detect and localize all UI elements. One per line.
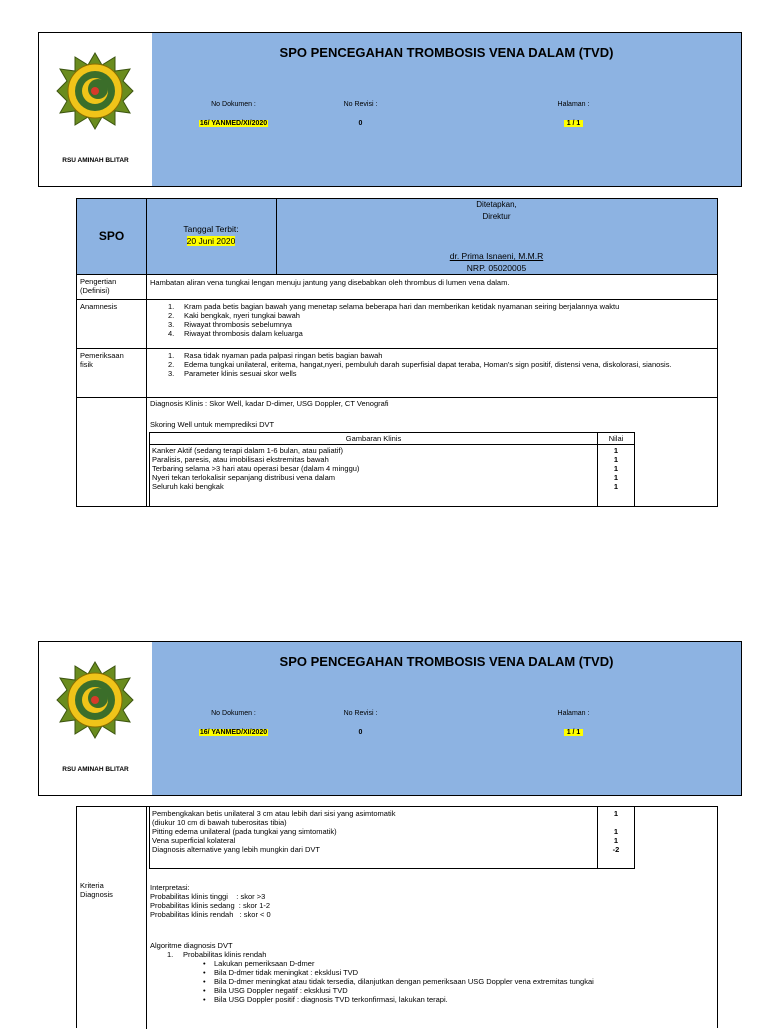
table-cell: 1: [613, 464, 619, 473]
table-cell: Vena superficial kolateral: [152, 836, 236, 845]
hospital-name: RSU AMINAH BLITAR: [62, 157, 129, 164]
halaman-cell: [406, 706, 741, 795]
table-head-klinis: Gambaran Klinis: [345, 434, 402, 443]
tanggal-value: 20 Juni 2020: [186, 236, 236, 246]
tanggal-label: Tanggal Terbit:: [183, 224, 239, 234]
anamnesis-list: [168, 302, 716, 338]
list-item: • Bila D-dmer meningkat atau tidak tersedia, dilanjutkan dengan pemeriksaan USG Doppler vena extremitas tungkai: [200, 977, 715, 986]
interpretasi-block: [150, 883, 710, 919]
halaman-label: Halaman :: [557, 101, 590, 108]
table-nilai-col: [598, 809, 634, 854]
list-item: 1. Kram pada betis bagian bawah yang menetap selama beberapa hari dan memberikan ketidak nyamanan seiring berjalannya waktu: [168, 302, 620, 311]
list-item: 1. Rasa tidak nyaman pada palpasi ringan betis bagian bawah: [168, 351, 383, 360]
algo-bullets: [200, 959, 715, 1004]
tanggal-cell: [146, 199, 277, 274]
table-head-nilai: Nilai: [608, 434, 624, 443]
table-cell: Paralisis, paresis, atau imobilisasi ekstremitas bawah: [152, 455, 329, 464]
score-table-1: [149, 432, 635, 506]
spo-label-cell: [77, 199, 147, 274]
hospital-logo-icon: [55, 51, 135, 131]
table-cell: Kanker Aktif (sedang terapi dalam 1-6 bulan, atau paliatif): [152, 446, 343, 455]
list-item: 2. Kaki bengkak, nyeri tungkai bawah: [168, 311, 300, 320]
no-dokumen-cell: [152, 706, 316, 795]
no-dokumen-label: No Dokumen :: [211, 101, 256, 108]
score-table-2: [149, 807, 635, 869]
table-nilai-col: [598, 446, 634, 491]
table-cell: Diagnosis alternative yang lebih mungkin dari DVT: [152, 845, 321, 854]
table-cell: 1: [613, 809, 619, 818]
diagnosis-klinis-text: Diagnosis Klinis : Skor Well, kadar D-dimer, USG Doppler, CT Venografi: [150, 399, 389, 408]
logo-cell: [39, 33, 153, 186]
skoring-title: Skoring Well untuk memprediksi DVT: [150, 420, 275, 429]
pemeriksaan-label: Pemeriksaan fisik: [80, 351, 124, 369]
anamnesis-label: Anamnesis: [80, 302, 118, 311]
algo-list: [167, 950, 707, 959]
list-item: • Bila USG Doppler positif : diagnosis TVD terkonfirmasi, lakukan terapi.: [200, 995, 715, 1004]
table-cell: Terbaring selama >3 hari atau operasi besar (dalam 4 minggu): [152, 464, 360, 473]
prob-rendah: Probabilitas klinis rendah : skor < 0: [150, 910, 271, 919]
spo-label: SPO: [98, 229, 125, 243]
pemeriksaan-list: [168, 351, 716, 378]
table-cell: 1: [613, 473, 619, 482]
no-revisi-label: No Revisi :: [343, 710, 378, 717]
halaman-label: Halaman :: [557, 710, 590, 717]
direktur-text: Direktur: [482, 212, 511, 221]
direktur-nrp: NRP. 05020005: [466, 263, 527, 273]
no-dokumen-value: 16/ YANMED/XI/2020: [199, 120, 268, 127]
logo-cell: [39, 642, 153, 795]
list-item: 2. Edema tungkai unilateral, eritema, hangat,nyeri, pembuluh darah superfisial dapat teraba, Homan's sign positif, distensi vena, diskolorasi, sianosis.: [168, 360, 672, 369]
content-table-1: [76, 275, 718, 507]
list-item: • Bila D-dmer tidak meningkat : eksklusi TVD: [200, 968, 715, 977]
pengertian-text: Hambatan aliran vena tungkai lengan menuju jantung yang disebabkan oleh thrombus di lumen vena dalam.: [150, 278, 510, 287]
algoritme-title: Algoritme diagnosis DVT: [150, 941, 233, 950]
list-item: • Lakukan pemeriksaan D-dmer: [200, 959, 715, 968]
interpretasi-title: Interpretasi:: [150, 883, 190, 892]
header-box-1: [38, 32, 742, 187]
prob-sedang: Probabilitas klinis sedang : skor 1-2: [150, 901, 271, 910]
table-cell: Nyeri tekan terlokalisir sepanjang distribusi vena dalam: [152, 473, 336, 482]
ditetapkan-cell: [276, 199, 717, 274]
list-item: 4. Riwayat thrombosis dalam keluarga: [168, 329, 303, 338]
hospital-name: RSU AMINAH BLITAR: [62, 766, 129, 773]
table-cell: Pembengkakan betis unilateral 3 cm atau lebih dari sisi yang asimtomatik: [152, 809, 396, 818]
table-cell: Pitting edema unilateral (pada tungkai yang simtomatik): [152, 827, 337, 836]
hospital-logo-icon: [55, 660, 135, 740]
document-title: SPO PENCEGAHAN TROMBOSIS VENA DALAM (TVD): [279, 45, 614, 60]
no-revisi-label: No Revisi :: [343, 101, 378, 108]
table-cell: 1: [613, 446, 619, 455]
spo-row: [76, 198, 718, 275]
list-item: 1. Probabilitas klinis rendah: [167, 950, 267, 959]
table-cell: (diukur 10 cm di bawah tuberositas tibia): [152, 818, 287, 827]
table-cell: -2: [612, 845, 620, 854]
title-cell: [152, 33, 741, 98]
no-dokumen-label: No Dokumen :: [211, 710, 256, 717]
table-cell: 1: [613, 455, 619, 464]
document-title: SPO PENCEGAHAN TROMBOSIS VENA DALAM (TVD): [279, 654, 614, 669]
table-cell: 1: [613, 836, 619, 845]
halaman-value: 1 / 1: [564, 120, 584, 127]
direktur-name: dr. Prima Isnaeni, M.M.R: [449, 251, 544, 261]
table-cell: 1: [613, 827, 619, 836]
title-cell: [152, 642, 741, 707]
header-box-2: [38, 641, 742, 796]
no-revisi-cell: [315, 706, 407, 795]
ditetapkan-text: Ditetapkan,: [476, 200, 517, 209]
no-revisi-cell: [315, 97, 407, 186]
halaman-cell: [406, 97, 741, 186]
no-revisi-value: 0: [358, 120, 363, 127]
table-cell: Seluruh kaki bengkak: [152, 482, 224, 491]
list-item: 3. Riwayat thrombosis sebelumnya: [168, 320, 292, 329]
table-row: [152, 446, 592, 491]
content-table-2: [76, 806, 718, 1028]
kriteria-label: Kriteria Diagnosis: [80, 881, 113, 899]
table-cell: 1: [613, 482, 619, 491]
pengertian-label: Pengertian (Definisi): [80, 277, 117, 295]
list-item: 3. Parameter klinis sesuai skor wells: [168, 369, 297, 378]
list-item: • Bila USG Doppler negatif : eksklusi TVD: [200, 986, 715, 995]
halaman-value: 1 / 1: [564, 729, 584, 736]
no-dokumen-cell: [152, 97, 316, 186]
no-dokumen-value: 16/ YANMED/XI/2020: [199, 729, 268, 736]
no-revisi-value: 0: [358, 729, 363, 736]
prob-tinggi: Probabilitas klinis tinggi : skor >3: [150, 892, 266, 901]
table-row: [152, 809, 592, 854]
